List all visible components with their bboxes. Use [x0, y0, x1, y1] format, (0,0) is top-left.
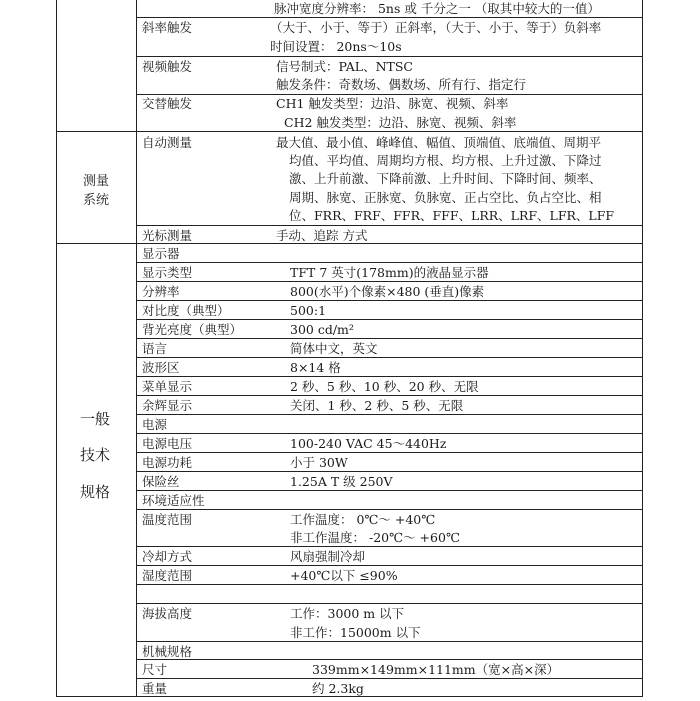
cooling-label: 冷却方式	[142, 549, 193, 564]
cursor-measure-label: 光标测量	[142, 228, 193, 243]
row-separator	[136, 433, 643, 434]
spec-row-label: 电源	[142, 417, 168, 432]
spec-row-label: 余辉显示	[142, 398, 193, 413]
table-border-left	[56, 0, 57, 697]
row-separator	[136, 376, 643, 377]
cursor-measure-value: 手动、追踪 方式	[276, 228, 368, 243]
spec-row-label: 显示类型	[142, 265, 193, 280]
spec-row-value: 300 cd/m²	[290, 322, 354, 337]
size-label: 尺寸	[142, 662, 168, 677]
spec-row-value: 2 秒、5 秒、10 秒、20 秒、无限	[290, 379, 479, 394]
section-divider	[136, 0, 137, 697]
spec-row-label: 对比度（典型）	[142, 303, 230, 318]
auto-measure-label: 自动测量	[142, 135, 193, 150]
row-separator	[136, 471, 643, 472]
section-general-line2: 技术	[79, 446, 110, 464]
spec-row-label: 波形区	[142, 360, 180, 375]
slope-trigger-time: 时间设置： 20ns～10s	[270, 39, 402, 54]
spec-row-value: TFT 7 英寸(178mm)的液晶显示器	[290, 265, 489, 280]
weight-value: 约 2.3kg	[312, 681, 364, 696]
spec-row-label: 背光亮度（典型）	[142, 322, 243, 337]
video-trigger-label: 视频触发	[142, 59, 193, 74]
spec-row-label: 保险丝	[142, 474, 180, 489]
row-separator	[136, 357, 643, 358]
section-measure-line2: 系统	[82, 193, 109, 208]
row-separator	[136, 509, 643, 510]
spec-row-label: 环境适应性	[142, 493, 205, 508]
spec-row-label: 电源功耗	[142, 455, 193, 470]
pulse-resolution-text: 脉冲宽度分辨率： 5ns 或 千分之一 （取其中较大的一值）	[274, 1, 600, 16]
auto-measure-line: 均值、平均值、周期均方根、均方根、上升过激、下降过	[289, 153, 602, 168]
spec-row-value: 8×14 格	[290, 360, 341, 375]
alt-trigger-ch2: CH2 触发类型：边沿、脉宽、视频、斜率	[284, 115, 517, 130]
spec-row-label: 菜单显示	[142, 379, 193, 394]
section-measure-line1: 测量	[82, 174, 109, 189]
spec-row-value: 500:1	[290, 303, 327, 318]
humidity-value: +40℃以下 ≤90%	[290, 568, 398, 583]
altitude-label: 海拔高度	[142, 606, 193, 621]
row-separator	[136, 225, 643, 226]
spec-row-label: 语言	[142, 341, 168, 356]
weight-label: 重量	[142, 681, 168, 696]
row-separator	[136, 565, 643, 566]
spec-row-label: 电源电压	[142, 436, 193, 451]
temp-nonwork-value: 非工作温度： -20℃～ +60℃	[290, 530, 460, 545]
humidity-label: 湿度范围	[142, 568, 193, 583]
auto-measure-line: 最大值、最小值、峰峰值、幅值、顶端值、底端值、周期平	[276, 135, 602, 150]
spec-row-value: 小于 30W	[290, 455, 348, 470]
spec-row-label: 分辨率	[142, 284, 180, 299]
slope-trigger-desc: （大于、小于、等于）正斜率，（大于、小于、等于）负斜率	[270, 20, 602, 35]
spec-row-value: 关闭、1 秒、2 秒、5 秒、无限	[290, 398, 464, 413]
temp-range-label: 温度范围	[142, 512, 193, 527]
spec-row-value: 简体中文，英文	[290, 341, 378, 356]
auto-measure-line: 位、FRR、FRF、FFR、FFF、LRR、LRF、LFR、LFF	[289, 208, 615, 223]
video-trigger-condition: 触发条件：奇数场、偶数场、所有行、指定行	[276, 77, 527, 92]
alt-trigger-ch1: CH1 触发类型：边沿、脉宽、视频、斜率	[276, 96, 509, 111]
alt-trigger-label: 交替触发	[142, 96, 193, 111]
row-separator	[136, 659, 643, 660]
section-general-line3: 规格	[79, 483, 110, 501]
mech-spec-label: 机械规格	[142, 644, 193, 659]
slope-trigger-label: 斜率触发	[142, 20, 193, 35]
altitude-nonwork-value: 非工作：15000m 以下	[290, 625, 421, 640]
row-separator	[136, 262, 643, 263]
section-general-line1: 一般	[79, 410, 110, 428]
table-border-right	[642, 0, 643, 697]
video-trigger-format: 信号制式：PAL、NTSC	[276, 59, 413, 74]
temp-work-value: 工作温度： 0℃～ +40℃	[290, 512, 436, 527]
spec-row-value: 800(水平)个像素×480 (垂直)像素	[290, 284, 485, 299]
row-separator	[136, 56, 643, 57]
spec-row-label: 显示器	[142, 246, 180, 261]
auto-measure-line: 周期、脉宽、正脉宽、负脉宽、正占空比、负占空比、相	[289, 190, 602, 205]
row-separator	[136, 603, 643, 604]
size-value: 339mm×149mm×111mm（宽×高×深）	[312, 662, 560, 677]
auto-measure-line: 激、上升前激、下降前激、上升时间、下降时间、频率、	[289, 171, 602, 186]
altitude-work-value: 工作：3000 m 以下	[290, 606, 405, 621]
spec-row-value: 100-240 VAC 45～440Hz	[290, 436, 447, 451]
spec-row-value: 1.25A T 级 250V	[290, 474, 393, 489]
cooling-value: 风扇强制冷却	[290, 549, 366, 564]
